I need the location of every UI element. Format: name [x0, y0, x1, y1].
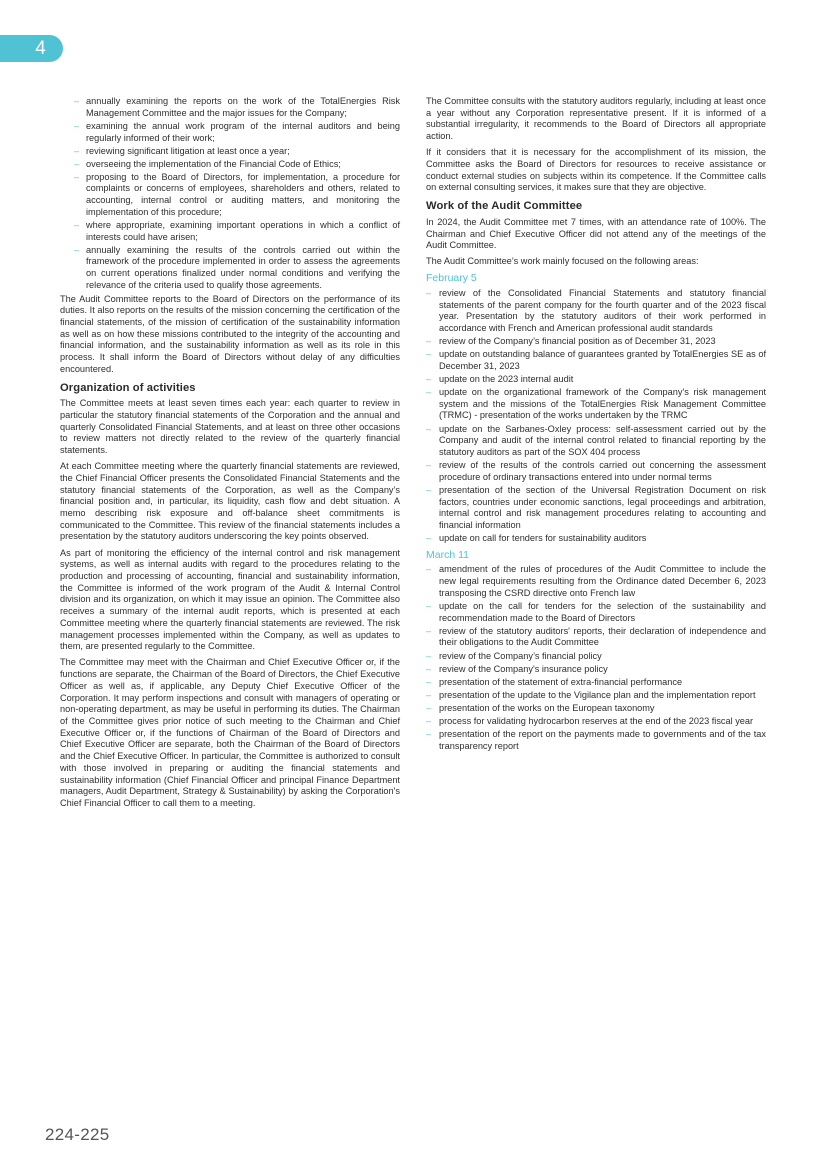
paragraph: At each Committee meeting where the quarterly financial statements are reviewed, the Chief Financial Officer presents the Consolidated Financial Statements and the statutory financial statements of the Corporation, as well as the Company’s financial position and, in particular, its liquidity, cash flow and debt situation. A memo describing risk exposure and off-balance sheet commitments is communicated to the Committee. This review of the financial statements includes a presentation by the statutory auditors underscoring the key points observed. [60, 461, 400, 542]
list-item: – review of the Consolidated Financial Statements and statutory financial statements of the parent company for the fourth quarter and of the 2023 fiscal year. Presentation by the statutory auditors of their work performed in accordance with French and American professional audit standards [426, 288, 766, 335]
list-item: – review of the Company’s financial position as of December 31, 2023 [426, 336, 766, 348]
list-item: – review of the Company’s financial policy [426, 651, 766, 663]
list-item: – presentation of the update to the Vigilance plan and the implementation report [426, 690, 766, 702]
paragraph: If it considers that it is necessary for the accomplishment of its mission, the Committee asks the Board of Directors for resources to receive assistance or conduct external studies on subjects within its competence. If the Committee calls on external consulting services, it makes sure that they are objective. [426, 147, 766, 193]
meeting-items-list [426, 564, 766, 752]
list-item: – overseeing the implementation of the Financial Code of Ethics; [60, 159, 400, 171]
heading-work: Work of the Audit Committee [426, 200, 583, 213]
paragraph: The Audit Committee’s work mainly focused on the following areas: [426, 256, 699, 267]
list-item: – process for validating hydrocarbon reserves at the end of the 2023 fiscal year [426, 716, 766, 728]
list-item: – review of the results of the controls carried out concerning the assessment procedure of ordinary transactions entered into under normal terms [426, 460, 766, 483]
list-item: – amendment of the rules of procedures of the Audit Committee to include the new legal requirements resulting from the Ordinance dated December 6, 2023 transposing the CSRD directive onto French law [426, 564, 766, 599]
list-item: – presentation of the statement of extra-financial performance [426, 677, 766, 689]
list-item: – where appropriate, examining important operations in which a conflict of interests could have arisen; [60, 220, 400, 243]
list-item: – review of the Company's insurance policy [426, 664, 766, 676]
list-item: – proposing to the Board of Directors, for implementation, a procedure for complaints or concerns of employees, shareholders and others, related to accounting, internal control or auditing matters, and monitoring the implementation of this procedure; [60, 172, 400, 219]
meeting-date-heading: March 11 [426, 548, 469, 561]
list-item: – examining the annual work program of the internal auditors and being regularly informed of their work; [60, 121, 400, 144]
list-item: – update on call for tenders for sustainability auditors [426, 533, 766, 545]
list-item: – update on outstanding balance of guarantees granted by TotalEnergies SE as of December 31, 2023 [426, 349, 766, 372]
meeting-items-list [426, 288, 766, 545]
right-column [426, 96, 766, 755]
chapter-number-tab: 4 [0, 35, 63, 62]
list-item: – presentation of the works on the European taxonomy [426, 703, 766, 715]
page-number: 224-225 [45, 1125, 110, 1144]
list-item: – update on the Sarbanes-Oxley process: self-assessment carried out by the Company and audit of the internal control related to financial reporting by the statutory auditors as part of the SOX 404 process [426, 424, 766, 459]
list-item: – presentation of the report on the payments made to governments and of the tax transparency report [426, 729, 766, 752]
list-item: – presentation of the section of the Universal Registration Document on risk factors, countries under economic sanctions, legal proceedings and arbitration, internal control and risk management procedures relating to accounting and financial information [426, 485, 766, 532]
paragraph: The Committee meets at least seven times each year: each quarter to review in particular the statutory financial statements of the Corporation and the annual and quarterly Consolidated Financial Statements, and at least on three other occasions to review matters not directly related to the review of the quarterly financial statements. [60, 398, 400, 456]
list-item: – review of the statutory auditors' reports, their declaration of independence and their obligations to the Audit Committee [426, 626, 766, 649]
paragraph-report: The Audit Committee reports to the Board of Directors on the performance of its duties. It also reports on the results of the mission concerning the certification of the financial statements, of the mission of certification of the sustainability information as well as on how these missions contributed to the integrity of the accounting and financial information, and the sustainability information as well as its role in this process. It shall inform the Board of Directors without delay of any difficulties encountered. [60, 293, 400, 374]
meeting-date-heading: February 5 [426, 272, 477, 285]
list-item: – update on the organizational framework of the Company's risk management system and the missions of the TotalEnergies Risk Management Committee (TRMC) - presentation of the works undertaken by the TRMC [426, 387, 766, 422]
list-item: – update on the call for tenders for the selection of the sustainability and recommendation made to the Board of Directors [426, 601, 766, 624]
paragraph: The Committee may meet with the Chairman and Chief Executive Officer or, if the functions are separate, the Chairman of the Board of Directors, the Chief Executive Officer as well as, if applicable, any Deputy Chief Executive Officer of the Corporation. It may perform inspections and consult with managers of operating or non-operating department, as may be useful in performing its duties. The Chairman of the Committee gives prior notice of such meeting to the Chairman and Chief Executive Officer or, if the functions of Chairman of the Board of Directors and Chief Executive Officer are separate, both the Chairman of the Board of Directors and the Chief Executive Officer. In particular, the Committee is authorized to consult with those involved in preparing or auditing the financial statements and sustainability information (Chief Financial Officer and principal Finance Department managers, Audit Department, Strategy & Sustainability) by asking the Corporation's Chief Financial Officer to call them to a meeting. [60, 657, 400, 808]
left-column [60, 96, 400, 814]
heading-organization: Organization of activities [60, 381, 196, 394]
paragraph: As part of monitoring the efficiency of the internal control and risk management systems, as well as internal audits with regard to the procedures relating to the production and processing of accounting, financial and sustainability information, the Committee is informed of the work program of the Audit & Internal Control division and its organization, on which it may issue an opinion. The Committee also receives a summary of the internal audit reports, which is presented at each Committee meeting where the quarterly financial statements are reviewed. The risk management processes implemented within the Company, as well as updates to them, are presented regularly to the Committee. [60, 547, 400, 652]
list-item: – reviewing significant litigation at least once a year; [60, 146, 400, 158]
list-item: – annually examining the reports on the work of the TotalEnergies Risk Management Committee and the major issues for the Company; [60, 96, 400, 119]
duties-list [60, 96, 400, 292]
list-item: – update on the 2023 internal audit [426, 374, 766, 386]
list-item: – annually examining the results of the controls carried out within the framework of the procedure implemented in order to assess the agreements on current operations finalized under normal conditions and verifying the relevance of the criteria used to qualify those agreements. [60, 245, 400, 292]
paragraph: The Committee consults with the statutory auditors regularly, including at least once a year without any Corporation representative present. If it is informed of a substantial irregularity, it recommends to the Board of Directors all appropriate action. [426, 96, 766, 142]
paragraph: In 2024, the Audit Committee met 7 times, with an attendance rate of 100%. The Chairman and Chief Executive Officer did not attend any of the meetings of the Audit Committee. [426, 216, 766, 251]
